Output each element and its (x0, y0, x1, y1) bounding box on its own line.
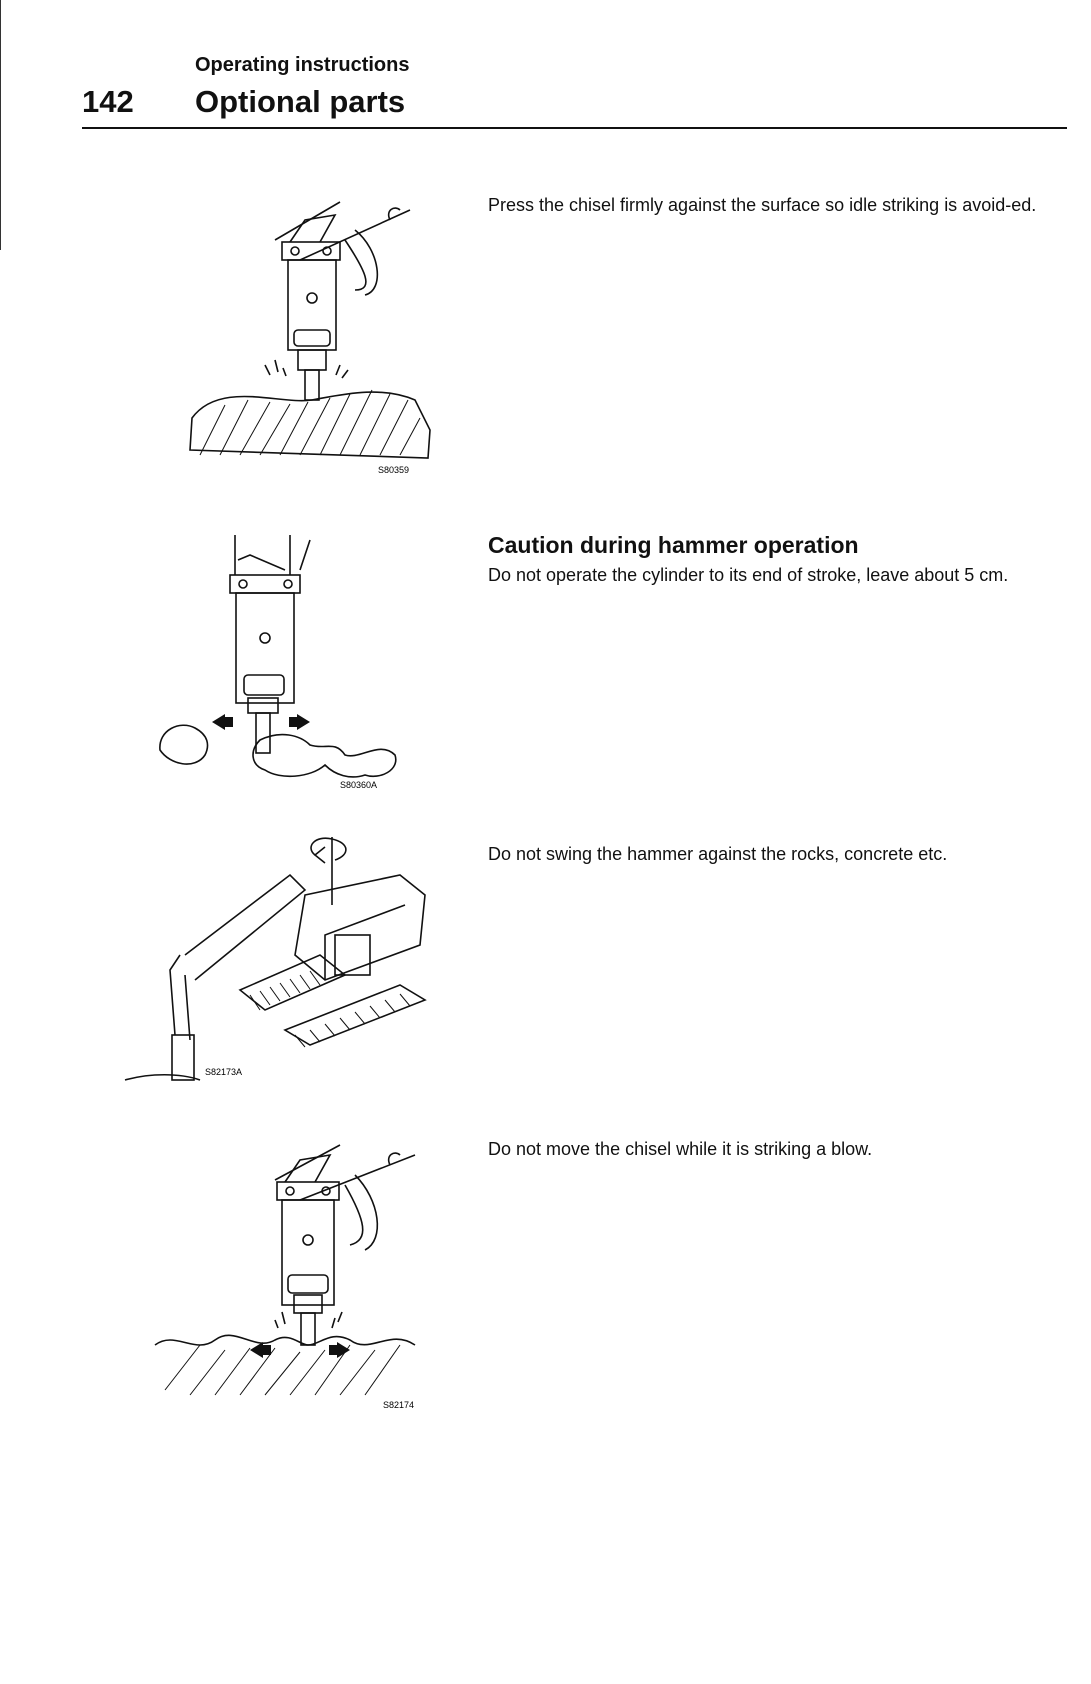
figure-code: S82173A (205, 1067, 243, 1077)
figure-code: S82174 (383, 1400, 415, 1410)
figure-cylinder-stroke (150, 530, 410, 790)
chisel-striking-illustration (150, 1140, 440, 1410)
figure-excavator-swing (120, 835, 440, 1085)
caution-heading: Caution during hammer operation (488, 532, 859, 558)
cylinder-stroke-illustration (150, 530, 410, 790)
instruction-text-1: Press the chisel firmly against the surface so idle striking is avoid-ed. (488, 195, 1037, 215)
section-label: Operating instructions (195, 54, 410, 76)
page-title: Optional parts (195, 84, 406, 119)
header-rule (82, 127, 1067, 129)
figure-chisel-striking (150, 1140, 440, 1410)
instruction-text-2: Do not operate the cylinder to its end of stroke, leave about 5 cm. (488, 565, 1009, 585)
hammer-pressed-illustration (180, 190, 450, 480)
page-edge-line (0, 0, 1, 250)
instruction-text-3: Do not swing the hammer against the rocks, concrete etc. (488, 844, 948, 864)
excavator-swing-illustration (120, 835, 440, 1085)
figure-code: S80359 (378, 465, 410, 475)
figure-hammer-pressed (180, 190, 450, 480)
figure-code: S80360A (340, 780, 378, 790)
instruction-text-4: Do not move the chisel while it is striking a blow. (488, 1139, 873, 1159)
page-number: 142 (82, 84, 134, 119)
